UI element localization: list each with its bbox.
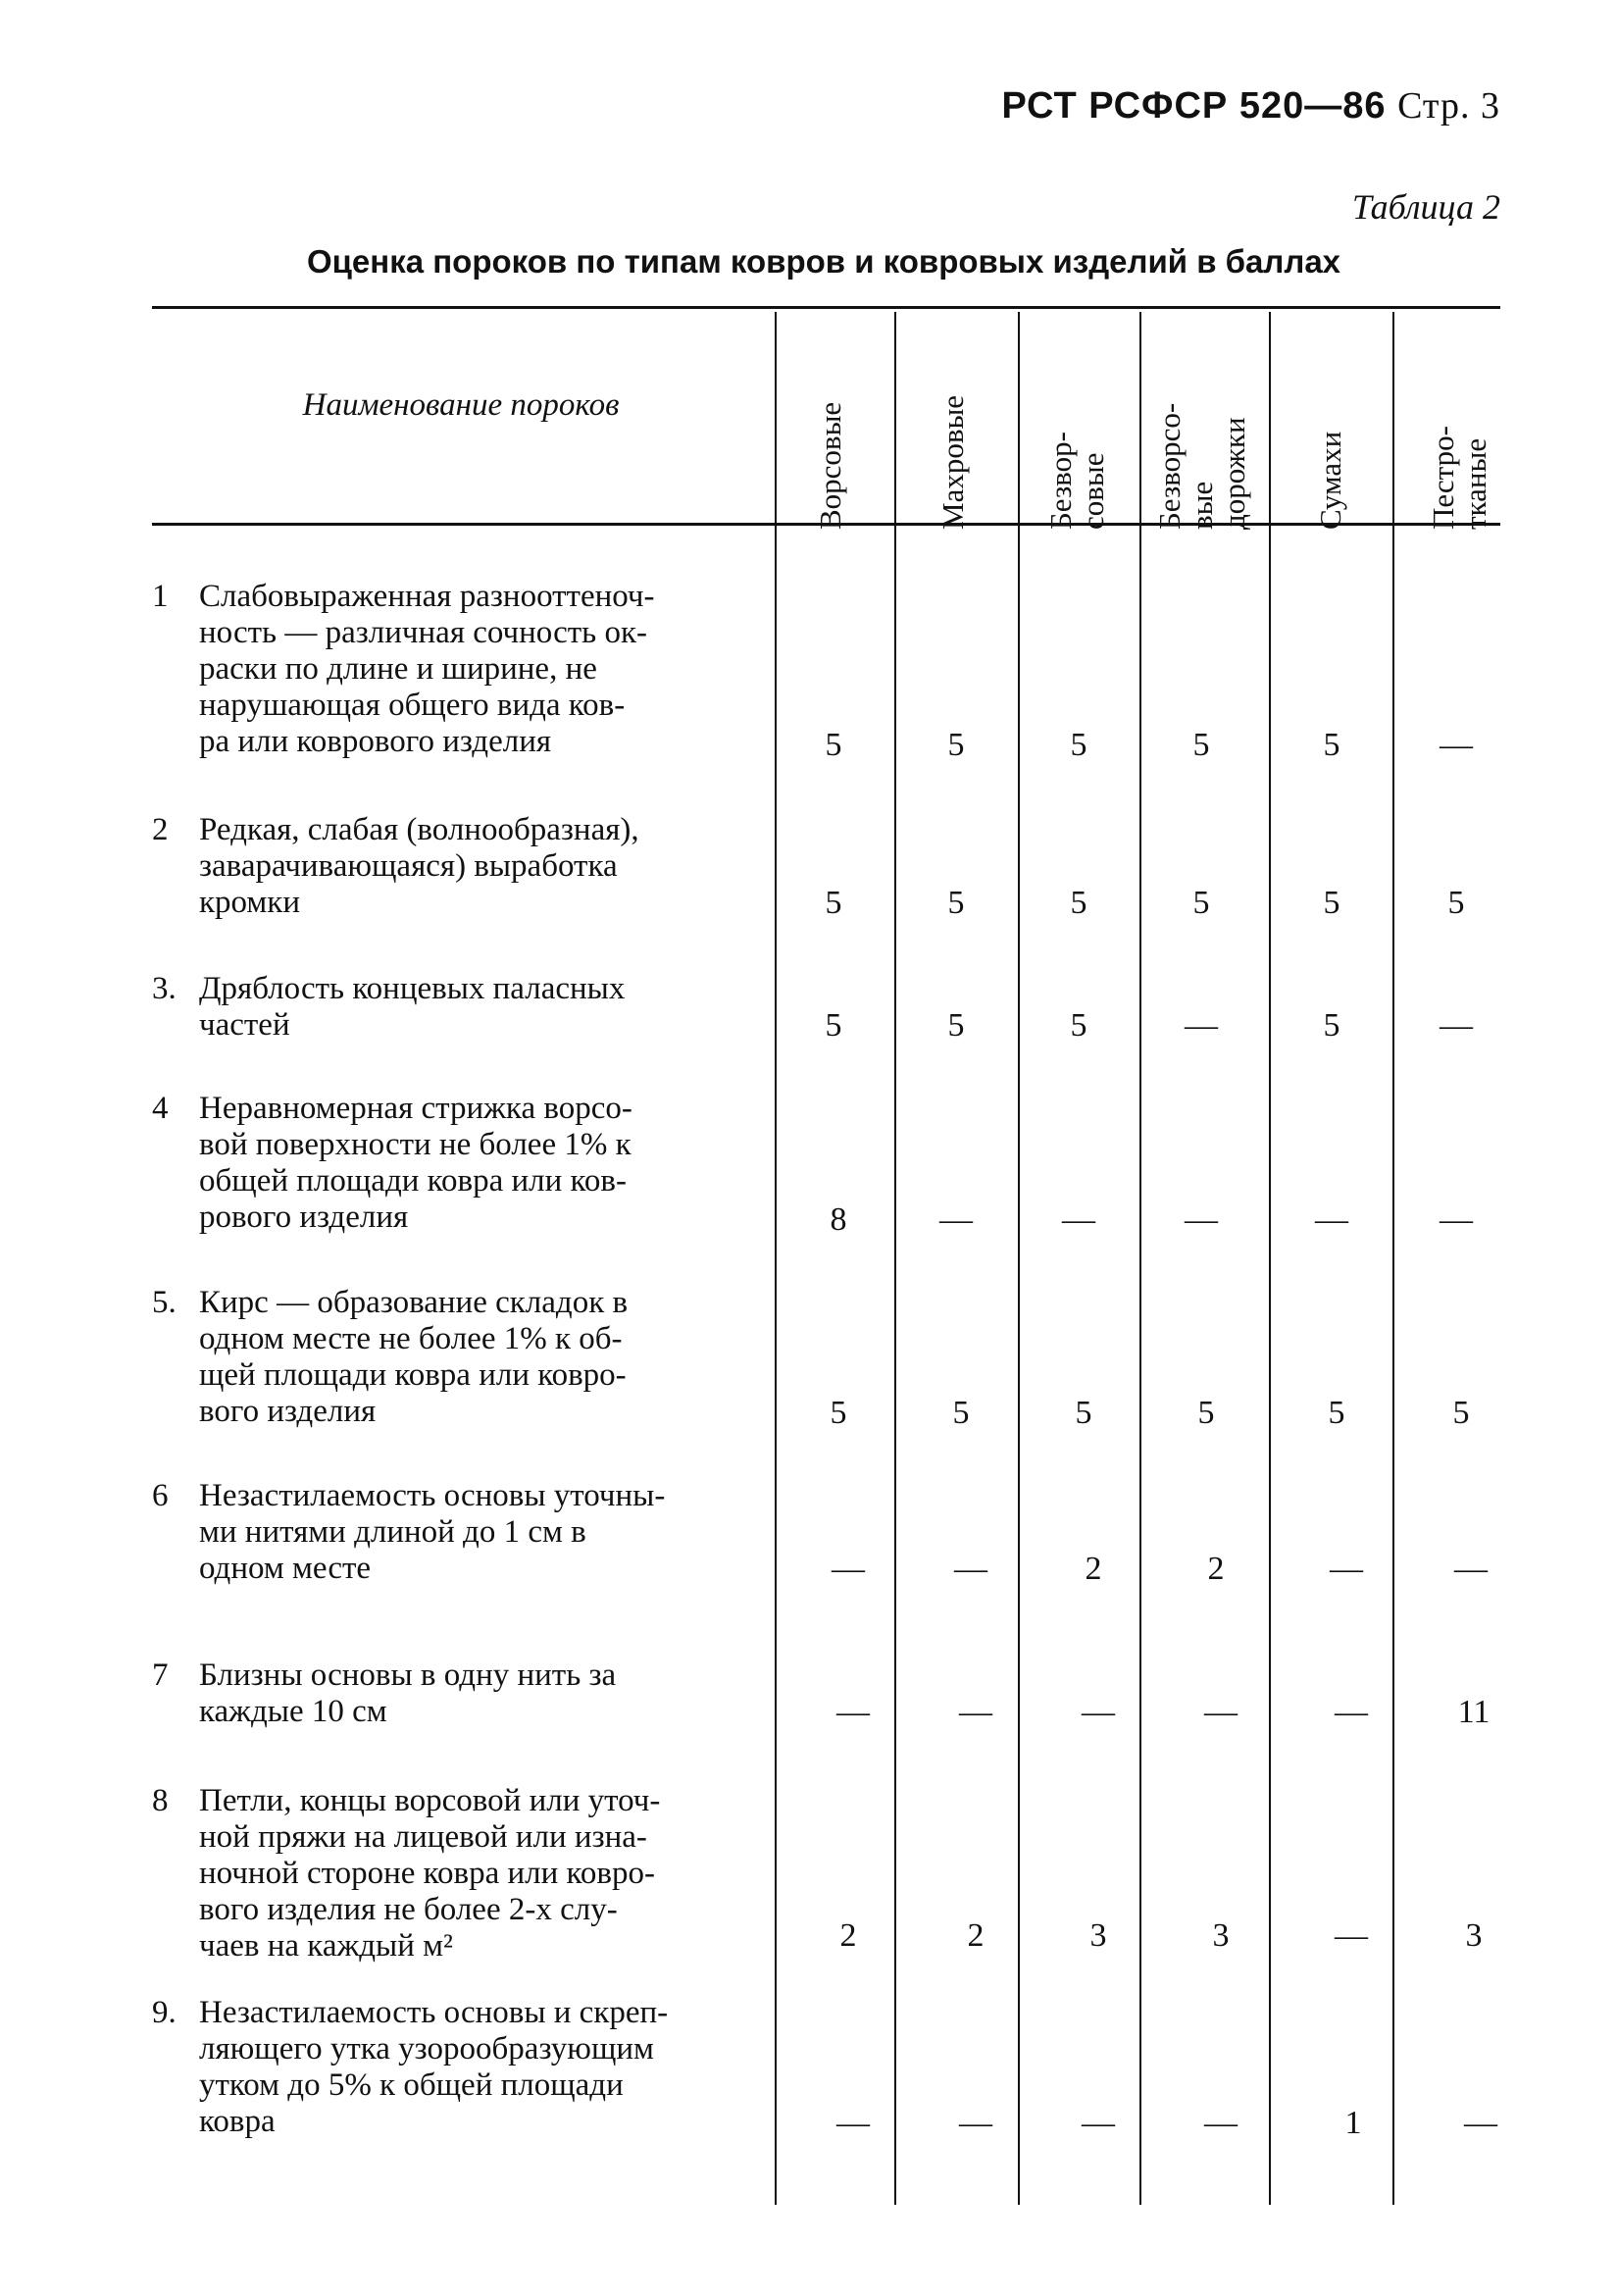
table-cell-score: 5 bbox=[947, 885, 965, 921]
table-cell-score: — bbox=[1335, 1694, 1368, 1730]
table-cell-score: 5 bbox=[947, 1007, 965, 1044]
table-title: Оценка пороков по типам ковров и ковровых изделий в баллах bbox=[306, 243, 1341, 280]
table-cell-score: 3 bbox=[1089, 1917, 1107, 1954]
table-cell-score: — bbox=[959, 1694, 992, 1730]
table-cell-score: — bbox=[959, 2105, 992, 2141]
table-cell-score: — bbox=[1062, 1201, 1095, 1238]
table-cell-score: 8 bbox=[830, 1201, 847, 1238]
table-cell-score: 5 bbox=[825, 885, 842, 921]
table-cell-score: 5 bbox=[947, 727, 965, 763]
table-cell-score: — bbox=[1185, 1007, 1218, 1044]
table-cell-score: 5 bbox=[1323, 1007, 1340, 1044]
table-top-rule bbox=[152, 306, 1500, 309]
column-header-type: Сумахи bbox=[1313, 431, 1347, 530]
table-cell-score: — bbox=[1204, 2105, 1238, 2141]
table-cell-score: — bbox=[1335, 1917, 1368, 1954]
table-cell-score: — bbox=[1315, 1201, 1348, 1238]
table-cell-score: 2 bbox=[967, 1917, 985, 1954]
table-cell-score: — bbox=[1464, 2105, 1497, 2141]
table-cell-score: — bbox=[1204, 1694, 1238, 1730]
table-cell-score: — bbox=[1440, 1007, 1473, 1044]
table-cell-score: 5 bbox=[1323, 885, 1340, 921]
table-cell-score: 11 bbox=[1457, 1694, 1491, 1730]
page-number: Стр. 3 bbox=[1397, 85, 1500, 127]
column-header-type: Безвор- совые bbox=[1043, 432, 1110, 530]
table-cell-score: 2 bbox=[1207, 1551, 1225, 1587]
table-cell-score: 5 bbox=[1323, 727, 1340, 763]
table-cell-score: — bbox=[1330, 1551, 1363, 1587]
column-header-type: Пестро- тканые bbox=[1426, 426, 1492, 530]
table-cell-score: 5 bbox=[1452, 1395, 1470, 1431]
column-header-name: Наименование пороков bbox=[302, 387, 620, 423]
table-cell-score: — bbox=[836, 2105, 870, 2141]
table-cell-score: — bbox=[939, 1201, 973, 1238]
table-cell-score: — bbox=[836, 1694, 870, 1730]
table-cell-score: — bbox=[1082, 1694, 1115, 1730]
table-label: Таблица 2 bbox=[1351, 187, 1500, 227]
table-cell-score: 1 bbox=[1344, 2105, 1362, 2141]
table-cell-score: 5 bbox=[1192, 727, 1210, 763]
table-cell-score: — bbox=[1440, 727, 1473, 763]
table-cell-score: 5 bbox=[1447, 885, 1465, 921]
table-cell-score: 5 bbox=[1328, 1395, 1345, 1431]
table-cell-score: 5 bbox=[1070, 885, 1087, 921]
table-cell-score: 5 bbox=[825, 1007, 842, 1044]
column-header-type: Ворсовые bbox=[813, 401, 847, 530]
column-header-type: Безворсо- вые дорожки bbox=[1152, 402, 1251, 530]
table-cell-score: 5 bbox=[830, 1395, 847, 1431]
table-cell-score: 3 bbox=[1212, 1917, 1230, 1954]
table-cell-score: 5 bbox=[1075, 1395, 1092, 1431]
column-divider bbox=[775, 312, 777, 2205]
standard-code: РСТ РСФСР 520—86 bbox=[1001, 85, 1387, 127]
table-cell-score: 3 bbox=[1465, 1917, 1483, 1954]
table-cell-score: 2 bbox=[839, 1917, 857, 1954]
table-cell-score: 5 bbox=[1197, 1395, 1215, 1431]
table-cell-score: 5 bbox=[1070, 1007, 1087, 1044]
table-cell-score: — bbox=[1454, 1551, 1488, 1587]
table-cell-score: — bbox=[832, 1551, 865, 1587]
column-header-type: Махровые bbox=[935, 394, 970, 530]
table-cell-score: — bbox=[954, 1551, 987, 1587]
table-cell-score: 2 bbox=[1085, 1551, 1102, 1587]
document-header bbox=[981, 84, 1500, 128]
table-cell-score: 5 bbox=[825, 727, 842, 763]
table-cell-score: — bbox=[1185, 1201, 1218, 1238]
document-page: РСТ РСФСР 520—86 Стр. 3 Таблица 2 Оценка пороков по типам ковров и ковровых изделий в баллах Наименование пороков Ворсовые Махровые Безвор- совые Безворсо- вые дорожки Сумахи Пестро- тканые 1 Слабовыраженная разнооттеноч- ность — различная сочность ок- раски по длине и ширине, не нарушающая общего вида ков- ра или коврового изделия 5 5 5 5 5 — 2 Редкая, слабая (волнообразная), заварачивающаяся) выработка кромки 5 5 5 5 5 5 3. Дряблость концевых паласных частей 5 5 5 — 5 — 4 Неравномерная стрижка ворсо- вой поверхности не более 1% к общей площади ковра или ков- рового изделия 8 — — — — — 5. Кирс — образование складок в одном месте не более 1% к об- щей площади ковра или ковро- вого изделия 5 5 5 5 5 5 6 Незастилаемость основы уточны- ми нитями длиной до 1 см в одном месте — — 2 2 — — 7 Близны основы в одну нить за каждые 10 см — — — — — 11 8 Петли, концы ворсовой или уточ- ной пряжи на лицевой или изна- ночной стороне ковра или ковро- вого изделия не более 2-х слу- чаев на каждый м² 2 2 3 3 — 3 9. Незастилаемость основы и скреп- ляющего утка узорообразующим утком до 5% к общей площади ковра — — — — 1 — bbox=[0, 0, 1617, 2296]
table-cell-score: 5 bbox=[1070, 727, 1087, 763]
table-cell-score: 5 bbox=[1192, 885, 1210, 921]
table-cell-score: — bbox=[1440, 1201, 1473, 1238]
table-cell-score: — bbox=[1082, 2105, 1115, 2141]
table-cell-score: 5 bbox=[952, 1395, 970, 1431]
